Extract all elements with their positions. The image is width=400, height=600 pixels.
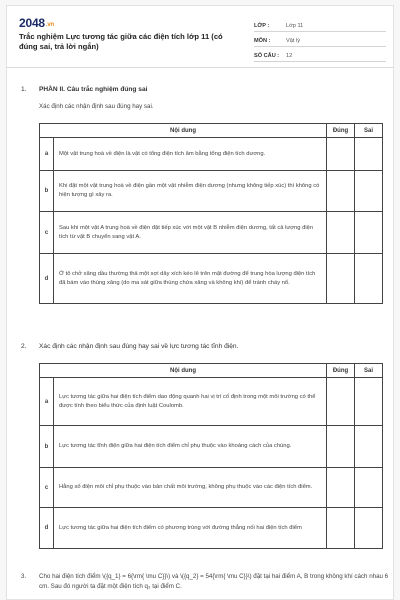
table-row [40, 138, 383, 171]
table-row [40, 468, 383, 508]
header-true: Đúng [327, 364, 355, 378]
question-1-instruction: Xác định các nhận định sau đúng hay sai. [39, 103, 154, 110]
true-cell[interactable] [327, 138, 355, 171]
row-text: Sau khi một vật A trung hoà về điện đặt tiếp xúc với một vật B nhiễm điện dương, tất cả lượng điện tích từ vật B chuyển sang vật A. [54, 212, 327, 254]
question-2-table [39, 363, 383, 549]
site-logo[interactable]: 2048.vn [19, 16, 54, 30]
row-text: Một vật trung hoà về điện là vật có tổng điện tích âm bằng tổng điện tích dương. [54, 138, 327, 171]
table-row [40, 254, 383, 304]
question-3: 3. Cho hai điện tích điểm \({q_1} = 6{\rm{ \mu C}}\) và \({q_2} = 54{\rm{ \mu C}}\) đặt tại hai điểm A, B trong không khí cách nhau 6 cm. Sau đó người ta đặt một điện tích q₃ tại điểm C. [21, 573, 389, 590]
question-3-text: Cho hai điện tích điểm \({q_1} = 6{\rm{ \mu C}}\) và \({q_2} = 54{\rm{ \mu C}}\) đặt tại hai điểm A, B trong không khí cách nhau 6 cm. Sau đó người ta đặt một điện tích q₃ tại điểm C. [39, 573, 389, 590]
row-label: b [40, 171, 54, 212]
meta-info [254, 17, 386, 62]
table-row [40, 508, 383, 549]
table-row [40, 378, 383, 426]
row-text: Lực tương tác tĩnh điện giữa hai điện tích điểm chỉ phụ thuộc vào khoảng cách của chúng. [54, 426, 327, 468]
header-content: Nội dung [40, 124, 327, 138]
header-false: Sai [355, 124, 383, 138]
row-label: a [40, 138, 54, 171]
true-cell[interactable] [327, 212, 355, 254]
row-text: Hằng số điện môi chỉ phụ thuộc vào bản chất môi trường, không phụ thuộc vào các điện tích điểm. [54, 468, 327, 508]
page-header [7, 6, 394, 68]
table-header-row [40, 124, 383, 138]
header-true: Đúng [327, 124, 355, 138]
table-row [40, 171, 383, 212]
row-label: b [40, 426, 54, 468]
meta-class: LỚP : Lớp 11 [254, 17, 386, 32]
false-cell[interactable] [355, 212, 383, 254]
false-cell[interactable] [355, 426, 383, 468]
table-header-row [40, 364, 383, 378]
question-2-heading: 2. Xác định các nhận định sau đúng hay sai về lực tương tác tĩnh điện. [21, 343, 239, 350]
true-cell[interactable] [327, 378, 355, 426]
false-cell[interactable] [355, 468, 383, 508]
row-text: Khi đặt một vật trung hoà về điện gần một vật nhiễm điện dương (nhưng không tiếp xúc) thì không có hiện tượng gì xảy ra. [54, 171, 327, 212]
true-cell[interactable] [327, 468, 355, 508]
row-label: c [40, 212, 54, 254]
row-label: d [40, 254, 54, 304]
meta-question-count: SỐ CÂU : 12 [254, 47, 386, 62]
row-label: c [40, 468, 54, 508]
meta-subject: MÔN : Vật lý [254, 32, 386, 47]
false-cell[interactable] [355, 508, 383, 549]
true-cell[interactable] [327, 171, 355, 212]
row-text: Ở tô chở xăng dầu thường thả một sợi dây xích kéo lê trên mặt đường để trung hòa lượng điện tích đã bám vào thùng xăng (do ma sát giữa thùng chứa xăng và không khí) để tránh cháy nổ. [54, 254, 327, 304]
false-cell[interactable] [355, 378, 383, 426]
false-cell[interactable] [355, 138, 383, 171]
false-cell[interactable] [355, 254, 383, 304]
header-content: Nội dung [40, 364, 327, 378]
true-cell[interactable] [327, 426, 355, 468]
true-cell[interactable] [327, 254, 355, 304]
row-text: Lực tương tác giữa hai điện tích điểm dao động quanh hai vị trí cố định trong một môi trường có thể được tính theo biểu thức của định luật Coulomb. [54, 378, 327, 426]
row-label: a [40, 378, 54, 426]
worksheet-page [6, 5, 394, 600]
question-1-table [39, 123, 383, 304]
question-1-heading: 1. PHẦN II. Câu trắc nghiệm đúng sai [21, 86, 148, 93]
table-row [40, 426, 383, 468]
document-title: Trắc nghiệm Lực tương tác giữa các điện tích lớp 11 (có đúng sai, trả lời ngắn) [19, 32, 223, 51]
row-text: Lực tương tác giữa hai điện tích điểm có phương trùng với đường thẳng nối hai điện tích điểm [54, 508, 327, 549]
true-cell[interactable] [327, 508, 355, 549]
row-label: d [40, 508, 54, 549]
false-cell[interactable] [355, 171, 383, 212]
header-false: Sai [355, 364, 383, 378]
table-row [40, 212, 383, 254]
